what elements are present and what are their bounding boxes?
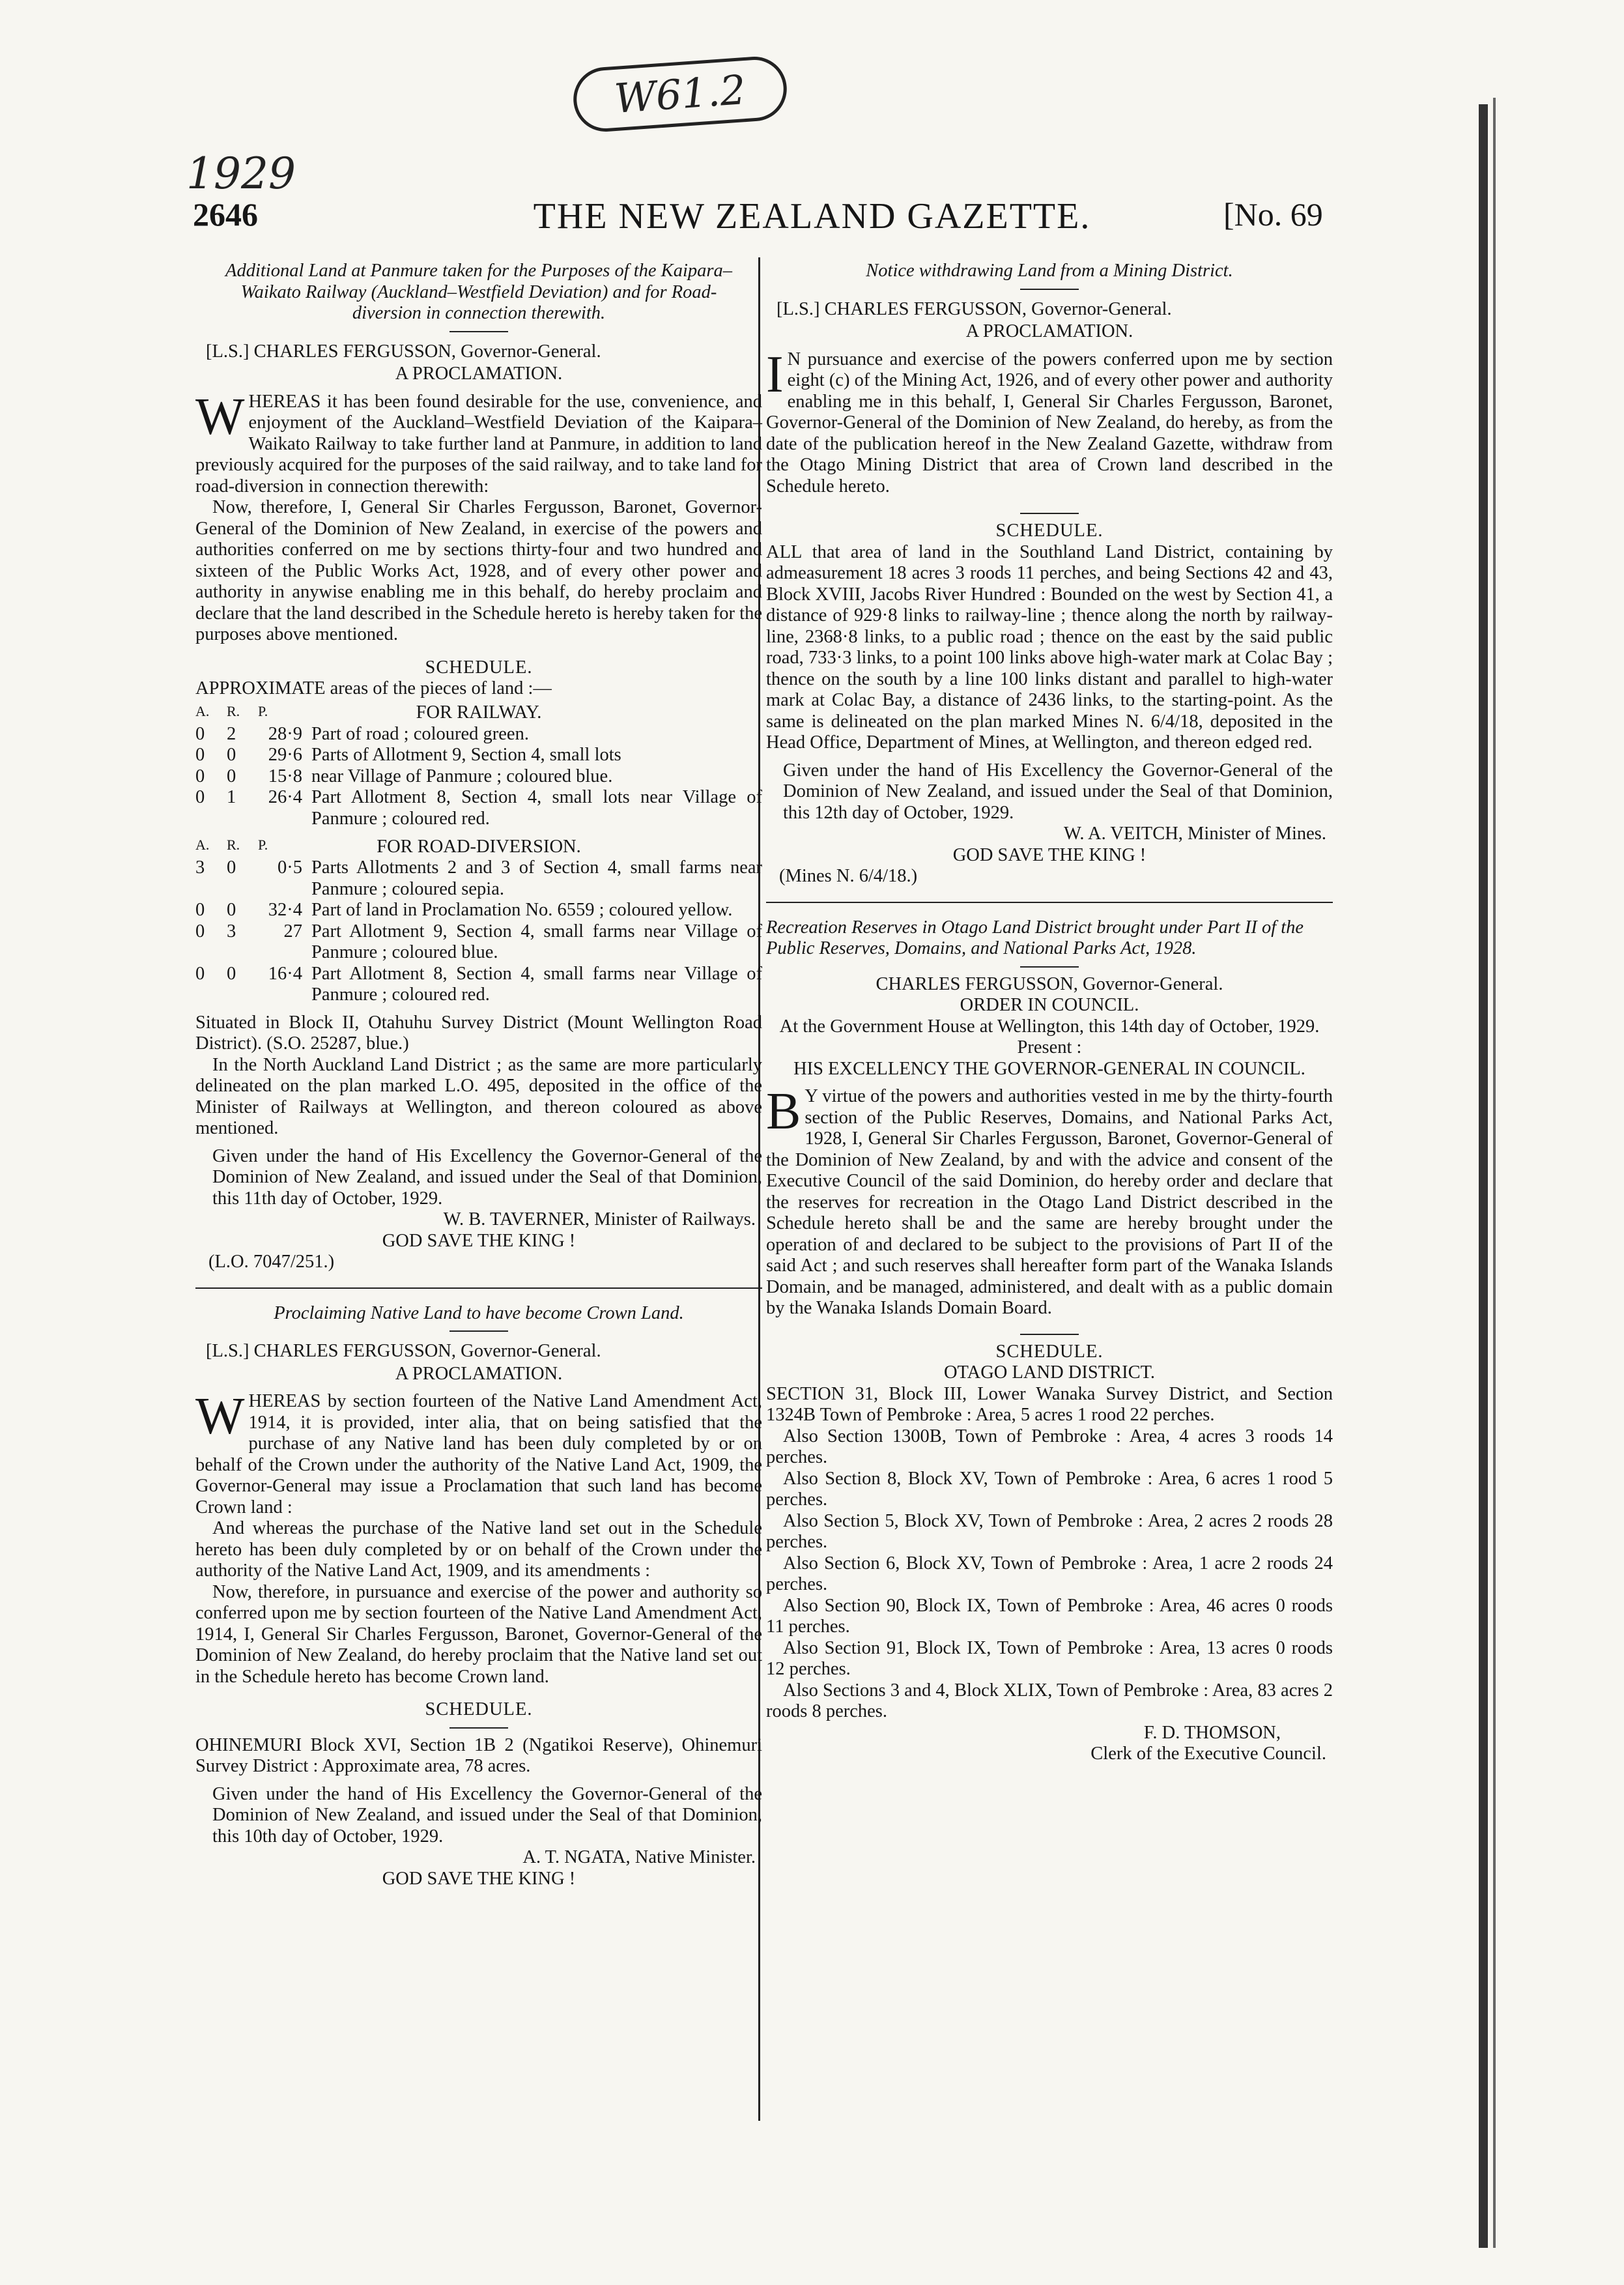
roods: 0 xyxy=(227,857,236,878)
acres-unit: A. xyxy=(195,702,210,719)
signature: W. A. VEITCH, Minister of Mines. xyxy=(1064,824,1326,844)
schedule-entry: Also Sections 3 and 4, Block XLIX, Town of Pembroke : Area, 83 acres 2 roods 8 perches. xyxy=(766,1680,1333,1721)
separator xyxy=(1020,1334,1079,1335)
table-row xyxy=(195,964,762,1006)
acres: 0 xyxy=(195,745,205,765)
reference-number: (Mines N. 6/4/18.) xyxy=(779,866,918,886)
perches: 27 xyxy=(283,921,302,941)
perches: 15·8 xyxy=(268,766,302,786)
description: near Village of Panmure ; coloured blue. xyxy=(311,766,613,786)
acres: 3 xyxy=(195,857,205,878)
binding-edge xyxy=(1479,104,1488,2248)
separator xyxy=(1020,966,1079,968)
governor-line: CHARLES FERGUSSON, Governor-General. xyxy=(876,973,1223,994)
signature-title: Clerk of the Executive Council. xyxy=(1090,1744,1326,1764)
table-row xyxy=(195,766,762,788)
paragraph: In the North Auckland Land District ; as the same are more particularly delineated on the plan marked L.O. 495, deposited in the office of the Minister of Railways at Wellington, and thereon coloured as above mentioned. xyxy=(195,1054,762,1138)
schedule-entry: OHINEMURI Block XVI, Section 1B 2 (Ngatikoi Reserve), Ohinemuri Survey District : Approximate area, 78 acres. xyxy=(195,1734,762,1776)
handwritten-reference-stamp: W61.2 xyxy=(571,55,789,134)
paragraph xyxy=(195,1388,762,1518)
paragraph: And whereas the purchase of the Native land set out in the Schedule hereto has been duly completed by or on behalf of the Crown under the authority of the Native Land Act, 1909, and its amendments : xyxy=(195,1518,762,1581)
description: Part Allotment 8, Section 4, small lots near Village of Panmure ; coloured red. xyxy=(311,787,762,829)
handwritten-year: 1929 xyxy=(186,149,296,199)
district-heading: OTAGO LAND DISTRICT. xyxy=(943,1362,1156,1383)
perches: 28·9 xyxy=(268,723,302,744)
roods: 0 xyxy=(227,963,236,984)
schedule-heading: SCHEDULE. xyxy=(995,1341,1104,1362)
order-in-council-heading: ORDER IN COUNCIL. xyxy=(960,995,1139,1015)
separator xyxy=(449,1727,508,1729)
table-row xyxy=(195,921,762,964)
roods-unit: R. xyxy=(227,702,240,719)
roods: 2 xyxy=(227,723,236,744)
notice-divider xyxy=(195,1287,762,1289)
drop-cap: B xyxy=(766,1083,801,1140)
place-and-date: At the Government House at Wellington, this 14th day of October, 1929. xyxy=(779,1016,1320,1037)
paragraph-text: HEREAS by section fourteen of the Native Land Amendment Act, 1914, it is provided, inter alia, that on being satisfied that the purchase of any Native land has been duly completed by or on behalf of the Crown under the authority of the Native Land Act, 1909, the Governor-General may issue a Proclamation that such land has become Crown land : xyxy=(195,1391,762,1517)
separator xyxy=(449,331,508,332)
separator xyxy=(1020,289,1079,290)
table-row xyxy=(195,857,762,900)
roods: 0 xyxy=(227,766,236,786)
paragraph: Now, therefore, in pursuance and exercise of the power and authority so conferred upon me by section fourteen of the Native Land Amendment Act, 1914, I, General Sir Charles Fergusson, Baronet, Governor-General of the Dominion of New Zealand, do hereby proclaim that the Native land set out in the Schedule hereto has become Crown land. xyxy=(195,1581,762,1687)
signature: F. D. THOMSON, xyxy=(1143,1722,1281,1743)
roods: 0 xyxy=(227,900,236,920)
schedule-entry: SECTION 31, Block III, Lower Wanaka Survey District, and Section 1324B Town of Pembroke : Area, 5 acres 1 rood 22 perches. xyxy=(766,1383,1333,1425)
signature: W. B. TAVERNER, Minister of Railways. xyxy=(443,1209,756,1229)
drop-cap: W xyxy=(195,1388,245,1445)
paragraph-text: HEREAS it has been found desirable for the use, convenience, and enjoyment of the Auckland–Westfield Deviation of the Kaipara–Waikato Railway to take further land at Panmure, in addition to land previously acquired for the purposes of the said railway, and to take land for road-diversion in connection therewith: xyxy=(195,391,762,496)
notice-divider xyxy=(766,902,1333,903)
governor-line: [L.S.] CHARLES FERGUSSON, Governor-General. xyxy=(206,341,601,362)
schedule-entry: Also Section 1300B, Town of Pembroke : Area, 4 acres 3 roods 14 perches. xyxy=(766,1426,1333,1467)
acres-unit: A. xyxy=(195,837,210,853)
separator xyxy=(449,1330,508,1332)
schedule-description: ALL that area of land in the Southland Land District, containing by admeasurement 18 acres 3 roods 11 perches, and being Sections 42 and 43, Block XVIII, Jacobs River Hundred : Bounded on the west by Section 41, a distance of 929·8 links to railway-line ; thence along the north by railway-line, 2368·8 links, to a public road ; thence on the east by the said public road, 733·3 links, to a point 100 links above high-water mark at Colac Bay ; thence on the south by a line 100 links distant and parallel to high-water mark at Colac Bay, a distance of 2436 links, to the starting-point. As the same is delineated on the plan marked Mines N. 6/4/18, deposited in the Head Office, Department of Mines, at Wellington, and thereon edged red. xyxy=(766,541,1333,753)
perches: 16·4 xyxy=(268,963,302,984)
description: Part of land in Proclamation No. 6559 ; coloured yellow. xyxy=(311,900,733,920)
table-row xyxy=(195,745,762,766)
council-line: HIS EXCELLENCY THE GOVERNOR-GENERAL IN COUNCIL. xyxy=(793,1058,1305,1079)
schedule-entry: Also Section 5, Block XV, Town of Pembroke : Area, 2 acres 2 roods 28 perches. xyxy=(766,1510,1333,1552)
drop-cap: I xyxy=(766,345,784,403)
notice-title: Proclaiming Native Land to have become Crown Land. xyxy=(274,1302,684,1323)
god-save-the-king: GOD SAVE THE KING ! xyxy=(952,844,1147,865)
present-label: Present : xyxy=(1017,1037,1082,1057)
given-under-hand: Given under the hand of His Excellency the Governor-General of the Dominion of New Zealand, and issued under the Seal of that Dominion, this 12th day of October, 1929. xyxy=(783,760,1333,823)
perches: 32·4 xyxy=(268,900,302,920)
description: Parts Allotments 2 and 3 of Section 4, small farms near Panmure ; coloured sepia. xyxy=(311,857,762,899)
acres: 0 xyxy=(195,723,205,744)
acres: 0 xyxy=(195,766,205,786)
paragraph xyxy=(766,1083,1333,1319)
page-number: 2646 xyxy=(193,196,258,233)
perches: 0·5 xyxy=(278,857,302,878)
gazette-title: THE NEW ZEALAND GAZETTE. xyxy=(533,196,1091,237)
table-row xyxy=(195,787,762,829)
acres: 0 xyxy=(195,921,205,941)
acres: 0 xyxy=(195,787,205,807)
governor-line: [L.S.] CHARLES FERGUSSON, Governor-General. xyxy=(206,1341,601,1361)
proclamation-heading: A PROCLAMATION. xyxy=(965,321,1133,341)
signature: A. T. NGATA, Native Minister. xyxy=(522,1847,756,1867)
acres: 0 xyxy=(195,900,205,920)
god-save-the-king: GOD SAVE THE KING ! xyxy=(382,1230,576,1251)
issue-number: [No. 69 xyxy=(1223,196,1323,233)
binding-edge-line xyxy=(1493,98,1496,2248)
perches: 26·4 xyxy=(268,787,302,807)
schedule-heading: SCHEDULE. xyxy=(425,1699,533,1719)
perches: 29·6 xyxy=(268,745,302,765)
roods: 0 xyxy=(227,745,236,765)
railway-subheading: FOR RAILWAY. xyxy=(416,702,542,723)
schedule-entry: Also Section 6, Block XV, Town of Pembroke : Area, 1 acre 2 roods 24 perches. xyxy=(766,1553,1333,1594)
notice-title: Recreation Reserves in Otago Land District brought under Part II of the Public Reserves, Domains, and National Parks Act, 1928. xyxy=(766,917,1304,958)
drop-cap: W xyxy=(195,388,245,446)
table-row xyxy=(195,900,762,921)
description: Part Allotment 9, Section 4, small farms near Village of Panmure ; coloured blue. xyxy=(311,921,762,962)
schedule-heading: SCHEDULE. xyxy=(995,521,1104,541)
roods: 1 xyxy=(227,787,236,807)
description: Part of road ; coloured green. xyxy=(311,723,529,744)
paragraph xyxy=(195,388,762,498)
schedule-entry: Also Section 91, Block IX, Town of Pembroke : Area, 13 acres 0 roods 12 perches. xyxy=(766,1637,1333,1679)
paragraph-text: N pursuance and exercise of the powers conferred upon me by section eight (c) of the Mining Act, 1926, and of every other power and authority enabling me in this behalf, I, General Sir Charles Fergusson, Baronet, Governor-General of the Dominion of New Zealand, do hereby, as from the date of the publication hereof in the New Zealand Gazette, withdraw from the Otago Mining District that area of Crown land described in the Schedule hereto. xyxy=(766,349,1333,496)
schedule-entry: Also Section 8, Block XV, Town of Pembroke : Area, 6 acres 1 rood 5 perches. xyxy=(766,1468,1333,1510)
table-row xyxy=(195,724,762,745)
left-column xyxy=(195,261,762,1890)
schedule-heading: SCHEDULE. xyxy=(425,657,533,678)
road-diversion-subheading: FOR ROAD-DIVERSION. xyxy=(377,836,581,857)
given-under-hand: Given under the hand of His Excellency the Governor-General of the Dominion of New Zealand, and issued under the Seal of that Dominion, this 10th day of October, 1929. xyxy=(212,1783,762,1847)
notice-title: Additional Land at Panmure taken for the Purposes of the Kaipara–Waikato Railway (Auckland–Westfield Deviation) and for Road-diversion in connection therewith. xyxy=(225,261,732,323)
schedule-entry: Also Section 90, Block IX, Town of Pembroke : Area, 46 acres 0 roods 11 perches. xyxy=(766,1595,1333,1637)
description: Parts of Allotment 9, Section 4, small lots xyxy=(311,745,621,765)
paragraph: Now, therefore, I, General Sir Charles Fergusson, Baronet, Governor-General of the Dominion of New Zealand, in exercise of the powers and authorities conferred on me by sections thirty-four and two hundred and sixteen of the Public Works Act, 1928, and of every other power and authority in anywise enabling me in this behalf, do hereby proclaim and declare that the land described in the Schedule hereto is hereby taken for the purposes above mentioned. xyxy=(195,497,762,644)
perches-unit: P. xyxy=(258,702,268,719)
notice-title: Notice withdrawing Land from a Mining District. xyxy=(866,261,1233,281)
given-under-hand: Given under the hand of His Excellency the Governor-General of the Dominion of New Zealand, and issued under the Seal of that Dominion, this 11th day of October, 1929. xyxy=(212,1145,762,1209)
schedule-intro: APPROXIMATE areas of the pieces of land :— xyxy=(195,678,552,698)
roods-unit: R. xyxy=(227,837,240,853)
paragraph: Situated in Block II, Otahuhu Survey District (Mount Wellington Road District). (S.O. 25287, blue.) xyxy=(195,1012,762,1054)
paragraph xyxy=(766,345,1333,498)
proclamation-heading: A PROCLAMATION. xyxy=(395,1363,563,1384)
governor-line: [L.S.] CHARLES FERGUSSON, Governor-General. xyxy=(776,298,1172,319)
roods: 3 xyxy=(227,921,236,941)
acres: 0 xyxy=(195,963,205,984)
separator xyxy=(1020,513,1079,514)
description: Part Allotment 8, Section 4, small farms near Village of Panmure ; coloured red. xyxy=(311,963,762,1005)
right-column xyxy=(766,261,1333,1765)
reference-number: (L.O. 7047/251.) xyxy=(208,1252,335,1272)
paragraph-text: Y virtue of the powers and authorities vested in me by the thirty-fourth section of the Public Reserves, Domains, and National Parks Act, 1928, I, General Sir Charles Fergusson, Baronet, Governor-General of the Dominion of New Zealand, by and with the advice and consent of the Executive Council of the said Dominion, do hereby order and declare that the reserves for recreation in the Otago Land District described in the Schedule hereto shall be and the same are hereby brought under the operation of and declared to be subject to the provisions of Part II of the said Act ; and such reserves shall hereafter form part of the Wanaka Islands Domain, and be managed, administered, and dealt with as a public domain by the Wanaka Islands Domain Board. xyxy=(766,1086,1333,1318)
proclamation-heading: A PROCLAMATION. xyxy=(395,364,563,384)
perches-unit: P. xyxy=(258,837,268,853)
god-save-the-king: GOD SAVE THE KING ! xyxy=(382,1868,576,1889)
